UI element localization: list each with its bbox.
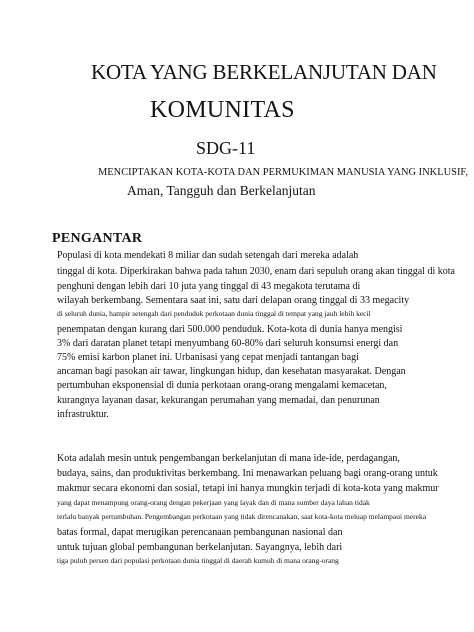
paragraph-2-line: yang dapat menampung orang-orang dengan pekerjaan yang layak dan di mana sumber daya lahan tidak <box>57 498 370 507</box>
section-heading: PENGANTAR <box>52 231 143 246</box>
paragraph-1-line: penghuni dengan lebih dari 10 juta yang tinggal di 43 megakota terutama di <box>57 281 361 292</box>
paragraph-1-line: infrastruktur. <box>57 409 109 420</box>
sdg-label: SDG-11 <box>196 138 256 158</box>
paragraph-2-line: untuk tujuan global pembangunan berkelanjutan. Sayangnya, lebih dari <box>57 542 343 553</box>
paragraph-1-line: pertumbuhan eksponensial di dunia perkotaan orang-orang mengalami kemacetan, <box>57 380 387 391</box>
title-line-2: KOMUNITAS <box>150 97 295 123</box>
paragraph-2-line: Kota adalah mesin untuk pengembangan berkelanjutan di mana ide-ide, perdagangan, <box>57 453 400 464</box>
paragraph-1-line: 3% dari daratan planet tetapi menyumbang 60-80% dari seluruh konsumsi energi dan <box>57 338 399 349</box>
paragraph-1-line: wilayah berkembang. Sementara saat ini, satu dari delapan orang tinggal di 33 megacity <box>57 295 410 306</box>
title-line-1: KOTA YANG BERKELANJUTAN DAN <box>91 60 437 84</box>
paragraph-1-line: Populasi di kota mendekati 8 miliar dan sudah setengah dari mereka adalah <box>57 250 359 261</box>
paragraph-1-line: ancaman bagi pasokan air tawar, lingkungan hidup, dan kesehatan masyarakat. Dengan <box>57 366 406 377</box>
subtitle-line-2: Aman, Tangguh dan Berkelanjutan <box>127 183 316 198</box>
paragraph-2-line: tiga puluh persen dari populasi perkotaan dunia tinggal di daerah kumuh di mana orang-orang <box>57 556 339 565</box>
paragraph-1-line: penempatan dengan kurang dari 500.000 penduduk. Kota-kota di dunia hanya mengisi <box>57 324 403 335</box>
paragraph-2-line: budaya, sains, dan produktivitas berkembang. Ini menawarkan peluang bagi orang-orang untuk <box>57 468 438 479</box>
paragraph-1-line: kurangnya layanan dasar, kekurangan perumahan yang memadai, dan penurunan <box>57 395 380 406</box>
paragraph-2-line: terlalu banyak pertumbuhan. Pengembangan perkotaan yang tidak direncanakan, saat kota-kota meluap melampaui mereka <box>57 512 427 521</box>
subtitle-line-1: MENCIPTAKAN KOTA-KOTA DAN PERMUKIMAN MANUSIA YANG INKLUSIF, <box>98 167 468 178</box>
paragraph-2-line: makmur secara ekonomi dan sosial, tetapi ini hanya mungkin terjadi di kota-kota yang makmur <box>57 483 439 494</box>
paragraph-1-line: 75% emisi karbon planet ini. Urbanisasi yang cepat menjadi tantangan bagi <box>57 352 359 363</box>
paragraph-2-line: batas formal, dapat merugikan perencanaan pembangunan nasional dan <box>57 527 343 538</box>
paragraph-1-line: di seluruh dunia, hampir setengah dari penduduk perkotaan dunia tinggal di tempat yang jauh lebih kecil <box>57 309 371 318</box>
paragraph-1-line: tinggal di kota. Diperkirakan bahwa pada tahun 2030, enam dari sepuluh orang akan tinggal di kota <box>57 266 455 277</box>
